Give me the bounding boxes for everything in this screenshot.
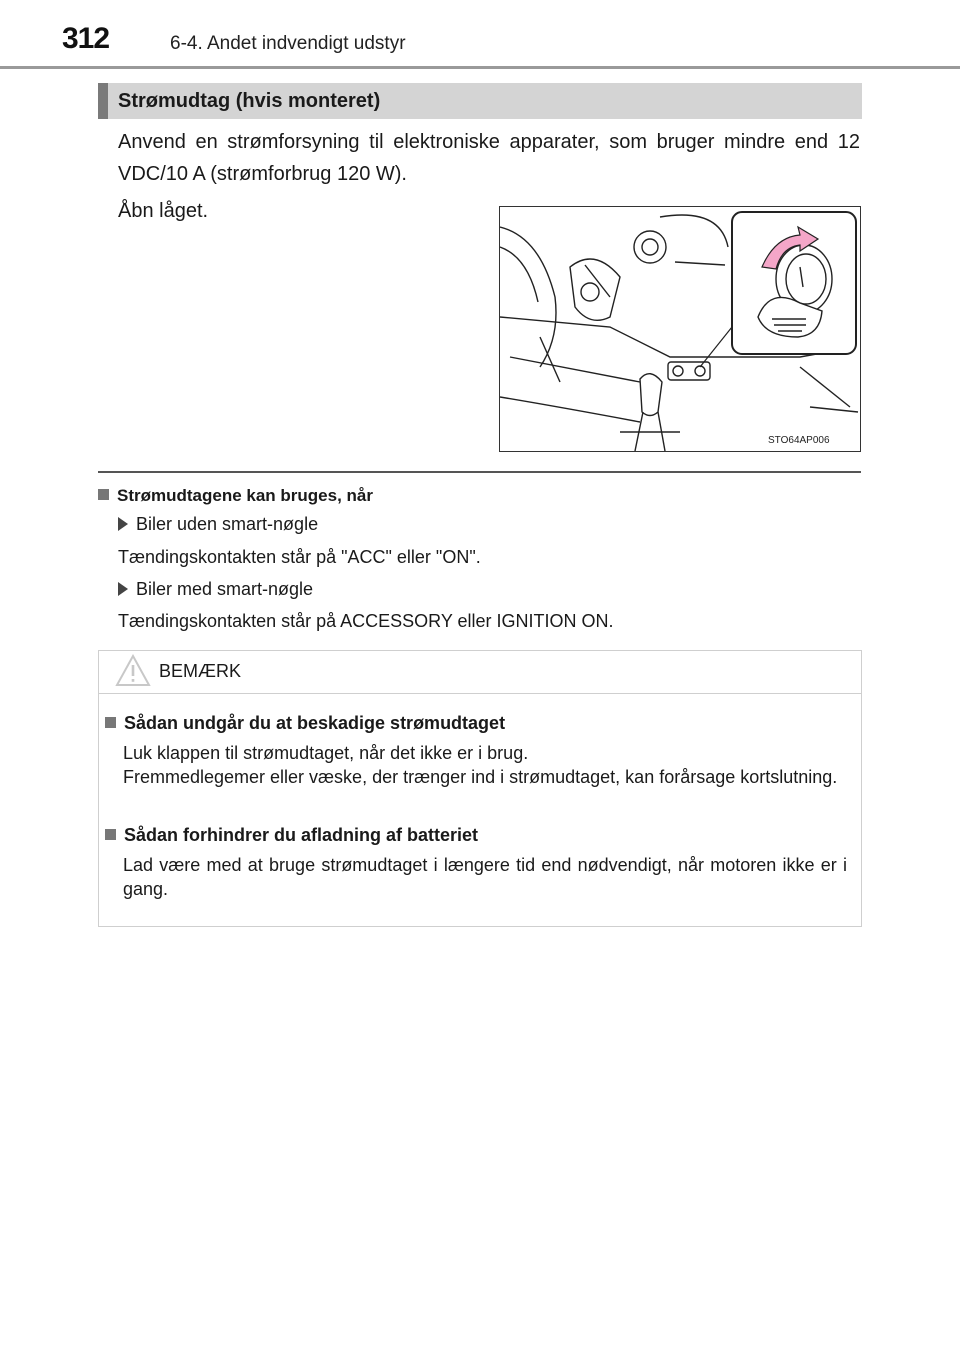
notice-item-text-1a: Luk klappen til strømudtaget, når det ikke er i brug. [123,743,529,763]
condition-label-2: Biler med smart-nøgle [118,579,313,600]
notice-item-text-2a: Lad være med at bruge strømudtaget i længere tid end nødvendigt, når motoren ikke er i gang. [123,855,847,899]
notice-label: BEMÆRK [159,661,242,681]
power-outlet-illustration [500,207,860,451]
figure-power-outlet [499,206,861,452]
triangle-bullet-icon [118,517,128,531]
condition-text-2: Tændingskontakten står på ACCESSORY eller IGNITION ON. [118,611,614,631]
figure-code: STO64AP006 [768,435,830,446]
square-bullet-icon [98,489,109,500]
section-heading: Strømudtag (hvis monteret) [98,83,862,119]
conditions-heading: Strømudtagene kan bruges, når [98,486,373,506]
page-number: 312 [62,22,110,55]
square-bullet-icon [105,717,116,728]
header-rule [0,66,960,69]
triangle-bullet-icon [118,582,128,596]
notice-header [99,651,861,694]
warning-icon [115,654,151,688]
notice-item-heading-1: Sådan undgår du at beskadige strømudtaget [105,713,505,734]
notice-box [98,650,862,927]
section-divider [98,471,861,473]
square-bullet-icon [105,829,116,840]
notice-item-text-1b: Fremmedlegemer eller væske, der trænger ind i strømudtaget, kan forårsage kortslutning. [123,767,838,787]
condition-text-1: Tændingskontakten står på "ACC" eller "ON". [118,547,481,567]
notice-item-heading-2: Sådan forhindrer du afladning af batteriet [105,825,478,846]
step-text: Åbn låget. [118,200,209,222]
chapter-title: 6-4. Andet indvendigt udstyr [170,33,406,54]
condition-label-1: Biler uden smart-nøgle [118,514,318,535]
intro-paragraph: Anvend en strømforsyning til elektroniske apparater, som bruger mindre end 12 VDC/10 A (strømforbrug 120 W). [118,131,860,185]
